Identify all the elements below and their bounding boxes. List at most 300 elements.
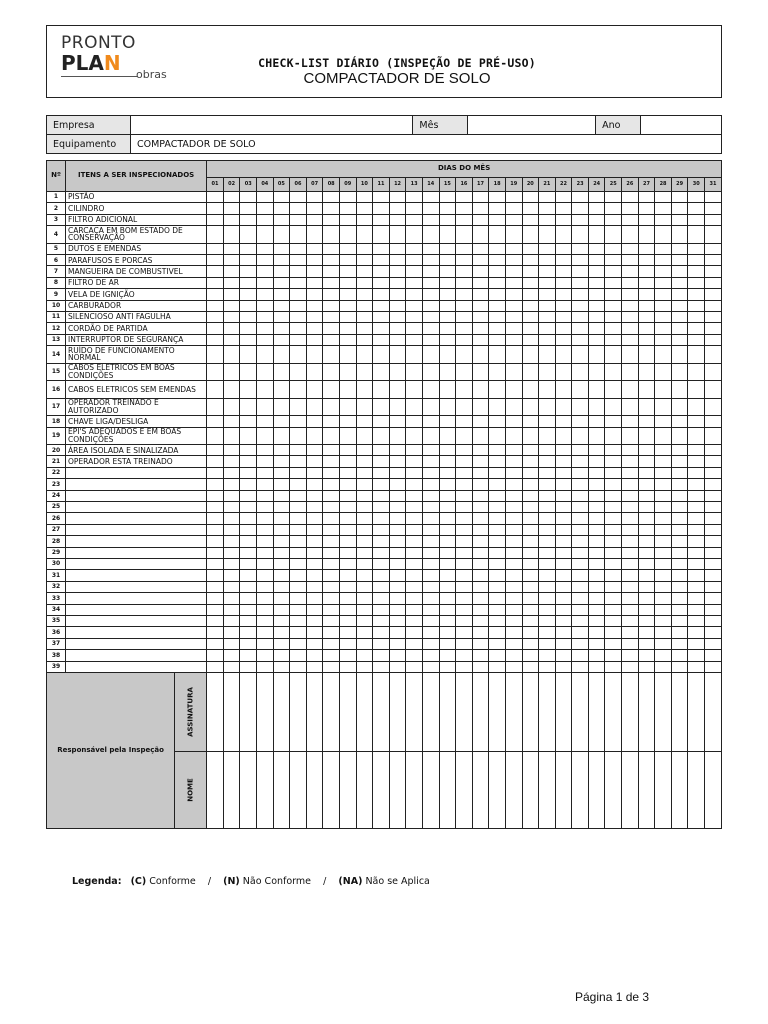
check-cell[interactable] — [655, 214, 672, 225]
check-cell[interactable] — [323, 581, 340, 592]
name-cell[interactable] — [622, 751, 639, 828]
check-cell[interactable] — [472, 192, 489, 203]
check-cell[interactable] — [456, 558, 473, 569]
check-cell[interactable] — [290, 513, 307, 524]
name-cell[interactable] — [389, 751, 406, 828]
signature-cell[interactable] — [356, 672, 373, 751]
check-cell[interactable] — [705, 203, 722, 214]
check-cell[interactable] — [671, 427, 688, 445]
check-cell[interactable] — [257, 513, 274, 524]
check-cell[interactable] — [339, 558, 356, 569]
check-cell[interactable] — [456, 513, 473, 524]
check-cell[interactable] — [323, 226, 340, 244]
check-cell[interactable] — [588, 479, 605, 490]
check-cell[interactable] — [356, 502, 373, 513]
check-cell[interactable] — [605, 363, 622, 381]
check-cell[interactable] — [588, 243, 605, 254]
check-cell[interactable] — [489, 547, 506, 558]
check-cell[interactable] — [588, 650, 605, 661]
check-cell[interactable] — [489, 243, 506, 254]
check-cell[interactable] — [456, 479, 473, 490]
name-cell[interactable] — [588, 751, 605, 828]
check-cell[interactable] — [522, 570, 539, 581]
check-cell[interactable] — [356, 226, 373, 244]
check-cell[interactable] — [373, 456, 390, 467]
check-cell[interactable] — [306, 604, 323, 615]
check-cell[interactable] — [572, 456, 589, 467]
check-cell[interactable] — [472, 363, 489, 381]
check-cell[interactable] — [257, 445, 274, 456]
check-cell[interactable] — [356, 467, 373, 478]
check-cell[interactable] — [290, 547, 307, 558]
check-cell[interactable] — [588, 346, 605, 364]
check-cell[interactable] — [339, 490, 356, 501]
check-cell[interactable] — [290, 243, 307, 254]
check-cell[interactable] — [489, 289, 506, 300]
check-cell[interactable] — [439, 536, 456, 547]
check-cell[interactable] — [472, 661, 489, 672]
check-cell[interactable] — [456, 490, 473, 501]
check-cell[interactable] — [605, 226, 622, 244]
check-cell[interactable] — [356, 524, 373, 535]
check-cell[interactable] — [555, 502, 572, 513]
check-cell[interactable] — [505, 398, 522, 416]
check-cell[interactable] — [622, 277, 639, 288]
check-cell[interactable] — [688, 661, 705, 672]
check-cell[interactable] — [505, 363, 522, 381]
check-cell[interactable] — [356, 650, 373, 661]
check-cell[interactable] — [705, 334, 722, 345]
check-cell[interactable] — [539, 513, 556, 524]
check-cell[interactable] — [671, 581, 688, 592]
check-cell[interactable] — [323, 524, 340, 535]
check-cell[interactable] — [339, 363, 356, 381]
check-cell[interactable] — [522, 524, 539, 535]
check-cell[interactable] — [389, 334, 406, 345]
check-cell[interactable] — [671, 490, 688, 501]
check-cell[interactable] — [207, 255, 224, 266]
check-cell[interactable] — [705, 524, 722, 535]
check-cell[interactable] — [605, 650, 622, 661]
check-cell[interactable] — [622, 604, 639, 615]
check-cell[interactable] — [638, 627, 655, 638]
check-cell[interactable] — [456, 277, 473, 288]
check-cell[interactable] — [240, 604, 257, 615]
check-cell[interactable] — [439, 570, 456, 581]
check-cell[interactable] — [389, 490, 406, 501]
check-cell[interactable] — [223, 300, 240, 311]
signature-cell[interactable] — [638, 672, 655, 751]
check-cell[interactable] — [555, 570, 572, 581]
check-cell[interactable] — [638, 467, 655, 478]
check-cell[interactable] — [207, 277, 224, 288]
check-cell[interactable] — [422, 479, 439, 490]
name-cell[interactable] — [290, 751, 307, 828]
check-cell[interactable] — [306, 581, 323, 592]
check-cell[interactable] — [489, 593, 506, 604]
check-cell[interactable] — [240, 312, 257, 323]
check-cell[interactable] — [605, 570, 622, 581]
check-cell[interactable] — [655, 243, 672, 254]
signature-cell[interactable] — [339, 672, 356, 751]
check-cell[interactable] — [207, 398, 224, 416]
check-cell[interactable] — [257, 650, 274, 661]
check-cell[interactable] — [588, 524, 605, 535]
check-cell[interactable] — [422, 513, 439, 524]
check-cell[interactable] — [588, 277, 605, 288]
check-cell[interactable] — [539, 445, 556, 456]
check-cell[interactable] — [223, 490, 240, 501]
check-cell[interactable] — [555, 334, 572, 345]
check-cell[interactable] — [223, 427, 240, 445]
check-cell[interactable] — [356, 381, 373, 399]
check-cell[interactable] — [638, 456, 655, 467]
check-cell[interactable] — [489, 226, 506, 244]
check-cell[interactable] — [323, 570, 340, 581]
check-cell[interactable] — [339, 638, 356, 649]
check-cell[interactable] — [323, 323, 340, 334]
check-cell[interactable] — [522, 226, 539, 244]
check-cell[interactable] — [605, 661, 622, 672]
check-cell[interactable] — [605, 398, 622, 416]
check-cell[interactable] — [356, 593, 373, 604]
check-cell[interactable] — [588, 536, 605, 547]
check-cell[interactable] — [671, 381, 688, 399]
check-cell[interactable] — [240, 289, 257, 300]
check-cell[interactable] — [539, 627, 556, 638]
check-cell[interactable] — [422, 381, 439, 399]
check-cell[interactable] — [223, 323, 240, 334]
check-cell[interactable] — [439, 300, 456, 311]
check-cell[interactable] — [572, 266, 589, 277]
check-cell[interactable] — [373, 467, 390, 478]
check-cell[interactable] — [705, 312, 722, 323]
check-cell[interactable] — [572, 467, 589, 478]
name-cell[interactable] — [406, 751, 423, 828]
check-cell[interactable] — [505, 627, 522, 638]
check-cell[interactable] — [373, 289, 390, 300]
check-cell[interactable] — [273, 214, 290, 225]
check-cell[interactable] — [223, 192, 240, 203]
check-cell[interactable] — [489, 524, 506, 535]
check-cell[interactable] — [572, 300, 589, 311]
check-cell[interactable] — [671, 255, 688, 266]
check-cell[interactable] — [389, 536, 406, 547]
check-cell[interactable] — [207, 558, 224, 569]
check-cell[interactable] — [339, 650, 356, 661]
check-cell[interactable] — [240, 490, 257, 501]
check-cell[interactable] — [223, 416, 240, 427]
check-cell[interactable] — [671, 558, 688, 569]
check-cell[interactable] — [688, 398, 705, 416]
check-cell[interactable] — [422, 192, 439, 203]
check-cell[interactable] — [323, 650, 340, 661]
check-cell[interactable] — [622, 615, 639, 626]
check-cell[interactable] — [323, 490, 340, 501]
check-cell[interactable] — [389, 266, 406, 277]
check-cell[interactable] — [539, 581, 556, 592]
check-cell[interactable] — [622, 547, 639, 558]
check-cell[interactable] — [373, 445, 390, 456]
check-cell[interactable] — [389, 203, 406, 214]
check-cell[interactable] — [555, 266, 572, 277]
check-cell[interactable] — [671, 570, 688, 581]
check-cell[interactable] — [273, 627, 290, 638]
check-cell[interactable] — [505, 289, 522, 300]
check-cell[interactable] — [207, 604, 224, 615]
check-cell[interactable] — [373, 243, 390, 254]
check-cell[interactable] — [356, 445, 373, 456]
check-cell[interactable] — [622, 490, 639, 501]
check-cell[interactable] — [655, 570, 672, 581]
check-cell[interactable] — [306, 524, 323, 535]
check-cell[interactable] — [622, 467, 639, 478]
check-cell[interactable] — [207, 334, 224, 345]
check-cell[interactable] — [505, 192, 522, 203]
check-cell[interactable] — [539, 243, 556, 254]
signature-cell[interactable] — [705, 672, 722, 751]
check-cell[interactable] — [622, 266, 639, 277]
check-cell[interactable] — [290, 581, 307, 592]
check-cell[interactable] — [655, 312, 672, 323]
signature-cell[interactable] — [257, 672, 274, 751]
check-cell[interactable] — [539, 203, 556, 214]
check-cell[interactable] — [373, 346, 390, 364]
signature-cell[interactable] — [456, 672, 473, 751]
check-cell[interactable] — [605, 214, 622, 225]
check-cell[interactable] — [555, 312, 572, 323]
check-cell[interactable] — [373, 266, 390, 277]
check-cell[interactable] — [655, 416, 672, 427]
check-cell[interactable] — [290, 536, 307, 547]
check-cell[interactable] — [290, 490, 307, 501]
check-cell[interactable] — [306, 627, 323, 638]
check-cell[interactable] — [522, 661, 539, 672]
check-cell[interactable] — [439, 467, 456, 478]
check-cell[interactable] — [240, 593, 257, 604]
check-cell[interactable] — [207, 479, 224, 490]
check-cell[interactable] — [356, 398, 373, 416]
check-cell[interactable] — [257, 558, 274, 569]
check-cell[interactable] — [505, 243, 522, 254]
check-cell[interactable] — [240, 192, 257, 203]
check-cell[interactable] — [655, 398, 672, 416]
check-cell[interactable] — [588, 490, 605, 501]
name-cell[interactable] — [439, 751, 456, 828]
check-cell[interactable] — [588, 427, 605, 445]
check-cell[interactable] — [688, 214, 705, 225]
check-cell[interactable] — [240, 381, 257, 399]
check-cell[interactable] — [439, 277, 456, 288]
check-cell[interactable] — [273, 398, 290, 416]
check-cell[interactable] — [638, 346, 655, 364]
check-cell[interactable] — [273, 604, 290, 615]
check-cell[interactable] — [290, 615, 307, 626]
check-cell[interactable] — [323, 243, 340, 254]
check-cell[interactable] — [389, 226, 406, 244]
check-cell[interactable] — [356, 661, 373, 672]
check-cell[interactable] — [572, 558, 589, 569]
check-cell[interactable] — [539, 363, 556, 381]
check-cell[interactable] — [406, 266, 423, 277]
name-cell[interactable] — [671, 751, 688, 828]
check-cell[interactable] — [671, 615, 688, 626]
signature-cell[interactable] — [539, 672, 556, 751]
check-cell[interactable] — [472, 650, 489, 661]
check-cell[interactable] — [489, 513, 506, 524]
check-cell[interactable] — [705, 416, 722, 427]
check-cell[interactable] — [605, 416, 622, 427]
check-cell[interactable] — [406, 381, 423, 399]
check-cell[interactable] — [572, 490, 589, 501]
check-cell[interactable] — [655, 300, 672, 311]
check-cell[interactable] — [688, 416, 705, 427]
check-cell[interactable] — [290, 363, 307, 381]
check-cell[interactable] — [489, 445, 506, 456]
check-cell[interactable] — [439, 334, 456, 345]
check-cell[interactable] — [373, 558, 390, 569]
check-cell[interactable] — [671, 192, 688, 203]
check-cell[interactable] — [373, 300, 390, 311]
check-cell[interactable] — [472, 427, 489, 445]
check-cell[interactable] — [373, 627, 390, 638]
check-cell[interactable] — [671, 363, 688, 381]
check-cell[interactable] — [655, 593, 672, 604]
check-cell[interactable] — [240, 334, 257, 345]
check-cell[interactable] — [505, 416, 522, 427]
check-cell[interactable] — [389, 381, 406, 399]
check-cell[interactable] — [207, 467, 224, 478]
check-cell[interactable] — [356, 300, 373, 311]
check-cell[interactable] — [422, 570, 439, 581]
check-cell[interactable] — [505, 467, 522, 478]
check-cell[interactable] — [555, 427, 572, 445]
check-cell[interactable] — [207, 570, 224, 581]
check-cell[interactable] — [306, 513, 323, 524]
check-cell[interactable] — [522, 255, 539, 266]
check-cell[interactable] — [240, 581, 257, 592]
signature-cell[interactable] — [688, 672, 705, 751]
check-cell[interactable] — [356, 312, 373, 323]
check-cell[interactable] — [688, 593, 705, 604]
check-cell[interactable] — [572, 570, 589, 581]
check-cell[interactable] — [257, 416, 274, 427]
check-cell[interactable] — [671, 398, 688, 416]
check-cell[interactable] — [671, 502, 688, 513]
check-cell[interactable] — [638, 427, 655, 445]
check-cell[interactable] — [588, 203, 605, 214]
check-cell[interactable] — [539, 192, 556, 203]
check-cell[interactable] — [356, 558, 373, 569]
check-cell[interactable] — [539, 381, 556, 399]
check-cell[interactable] — [373, 479, 390, 490]
check-cell[interactable] — [339, 243, 356, 254]
check-cell[interactable] — [622, 255, 639, 266]
check-cell[interactable] — [688, 650, 705, 661]
check-cell[interactable] — [638, 323, 655, 334]
check-cell[interactable] — [605, 638, 622, 649]
check-cell[interactable] — [555, 398, 572, 416]
check-cell[interactable] — [373, 536, 390, 547]
check-cell[interactable] — [572, 346, 589, 364]
check-cell[interactable] — [406, 558, 423, 569]
check-cell[interactable] — [339, 570, 356, 581]
signature-cell[interactable] — [555, 672, 572, 751]
check-cell[interactable] — [257, 300, 274, 311]
check-cell[interactable] — [572, 192, 589, 203]
check-cell[interactable] — [555, 416, 572, 427]
check-cell[interactable] — [257, 192, 274, 203]
check-cell[interactable] — [655, 650, 672, 661]
check-cell[interactable] — [522, 289, 539, 300]
check-cell[interactable] — [588, 615, 605, 626]
check-cell[interactable] — [389, 547, 406, 558]
check-cell[interactable] — [422, 416, 439, 427]
check-cell[interactable] — [539, 312, 556, 323]
check-cell[interactable] — [406, 570, 423, 581]
check-cell[interactable] — [306, 300, 323, 311]
check-cell[interactable] — [240, 266, 257, 277]
check-cell[interactable] — [456, 255, 473, 266]
check-cell[interactable] — [373, 513, 390, 524]
check-cell[interactable] — [572, 650, 589, 661]
check-cell[interactable] — [705, 490, 722, 501]
check-cell[interactable] — [622, 214, 639, 225]
check-cell[interactable] — [223, 593, 240, 604]
check-cell[interactable] — [306, 547, 323, 558]
check-cell[interactable] — [373, 593, 390, 604]
check-cell[interactable] — [290, 604, 307, 615]
check-cell[interactable] — [339, 289, 356, 300]
check-cell[interactable] — [290, 203, 307, 214]
check-cell[interactable] — [688, 192, 705, 203]
check-cell[interactable] — [339, 226, 356, 244]
check-cell[interactable] — [522, 300, 539, 311]
check-cell[interactable] — [622, 581, 639, 592]
check-cell[interactable] — [207, 661, 224, 672]
check-cell[interactable] — [339, 615, 356, 626]
check-cell[interactable] — [356, 638, 373, 649]
check-cell[interactable] — [489, 255, 506, 266]
ano-field[interactable] — [641, 116, 722, 135]
check-cell[interactable] — [339, 547, 356, 558]
check-cell[interactable] — [373, 638, 390, 649]
check-cell[interactable] — [555, 300, 572, 311]
check-cell[interactable] — [257, 334, 274, 345]
check-cell[interactable] — [539, 615, 556, 626]
check-cell[interactable] — [373, 398, 390, 416]
check-cell[interactable] — [705, 300, 722, 311]
check-cell[interactable] — [638, 490, 655, 501]
check-cell[interactable] — [638, 300, 655, 311]
check-cell[interactable] — [572, 445, 589, 456]
check-cell[interactable] — [356, 581, 373, 592]
check-cell[interactable] — [522, 312, 539, 323]
check-cell[interactable] — [705, 445, 722, 456]
check-cell[interactable] — [555, 490, 572, 501]
check-cell[interactable] — [489, 266, 506, 277]
check-cell[interactable] — [655, 277, 672, 288]
check-cell[interactable] — [223, 650, 240, 661]
check-cell[interactable] — [605, 334, 622, 345]
check-cell[interactable] — [290, 226, 307, 244]
check-cell[interactable] — [422, 558, 439, 569]
check-cell[interactable] — [306, 192, 323, 203]
check-cell[interactable] — [605, 456, 622, 467]
check-cell[interactable] — [422, 627, 439, 638]
check-cell[interactable] — [539, 277, 556, 288]
check-cell[interactable] — [290, 456, 307, 467]
